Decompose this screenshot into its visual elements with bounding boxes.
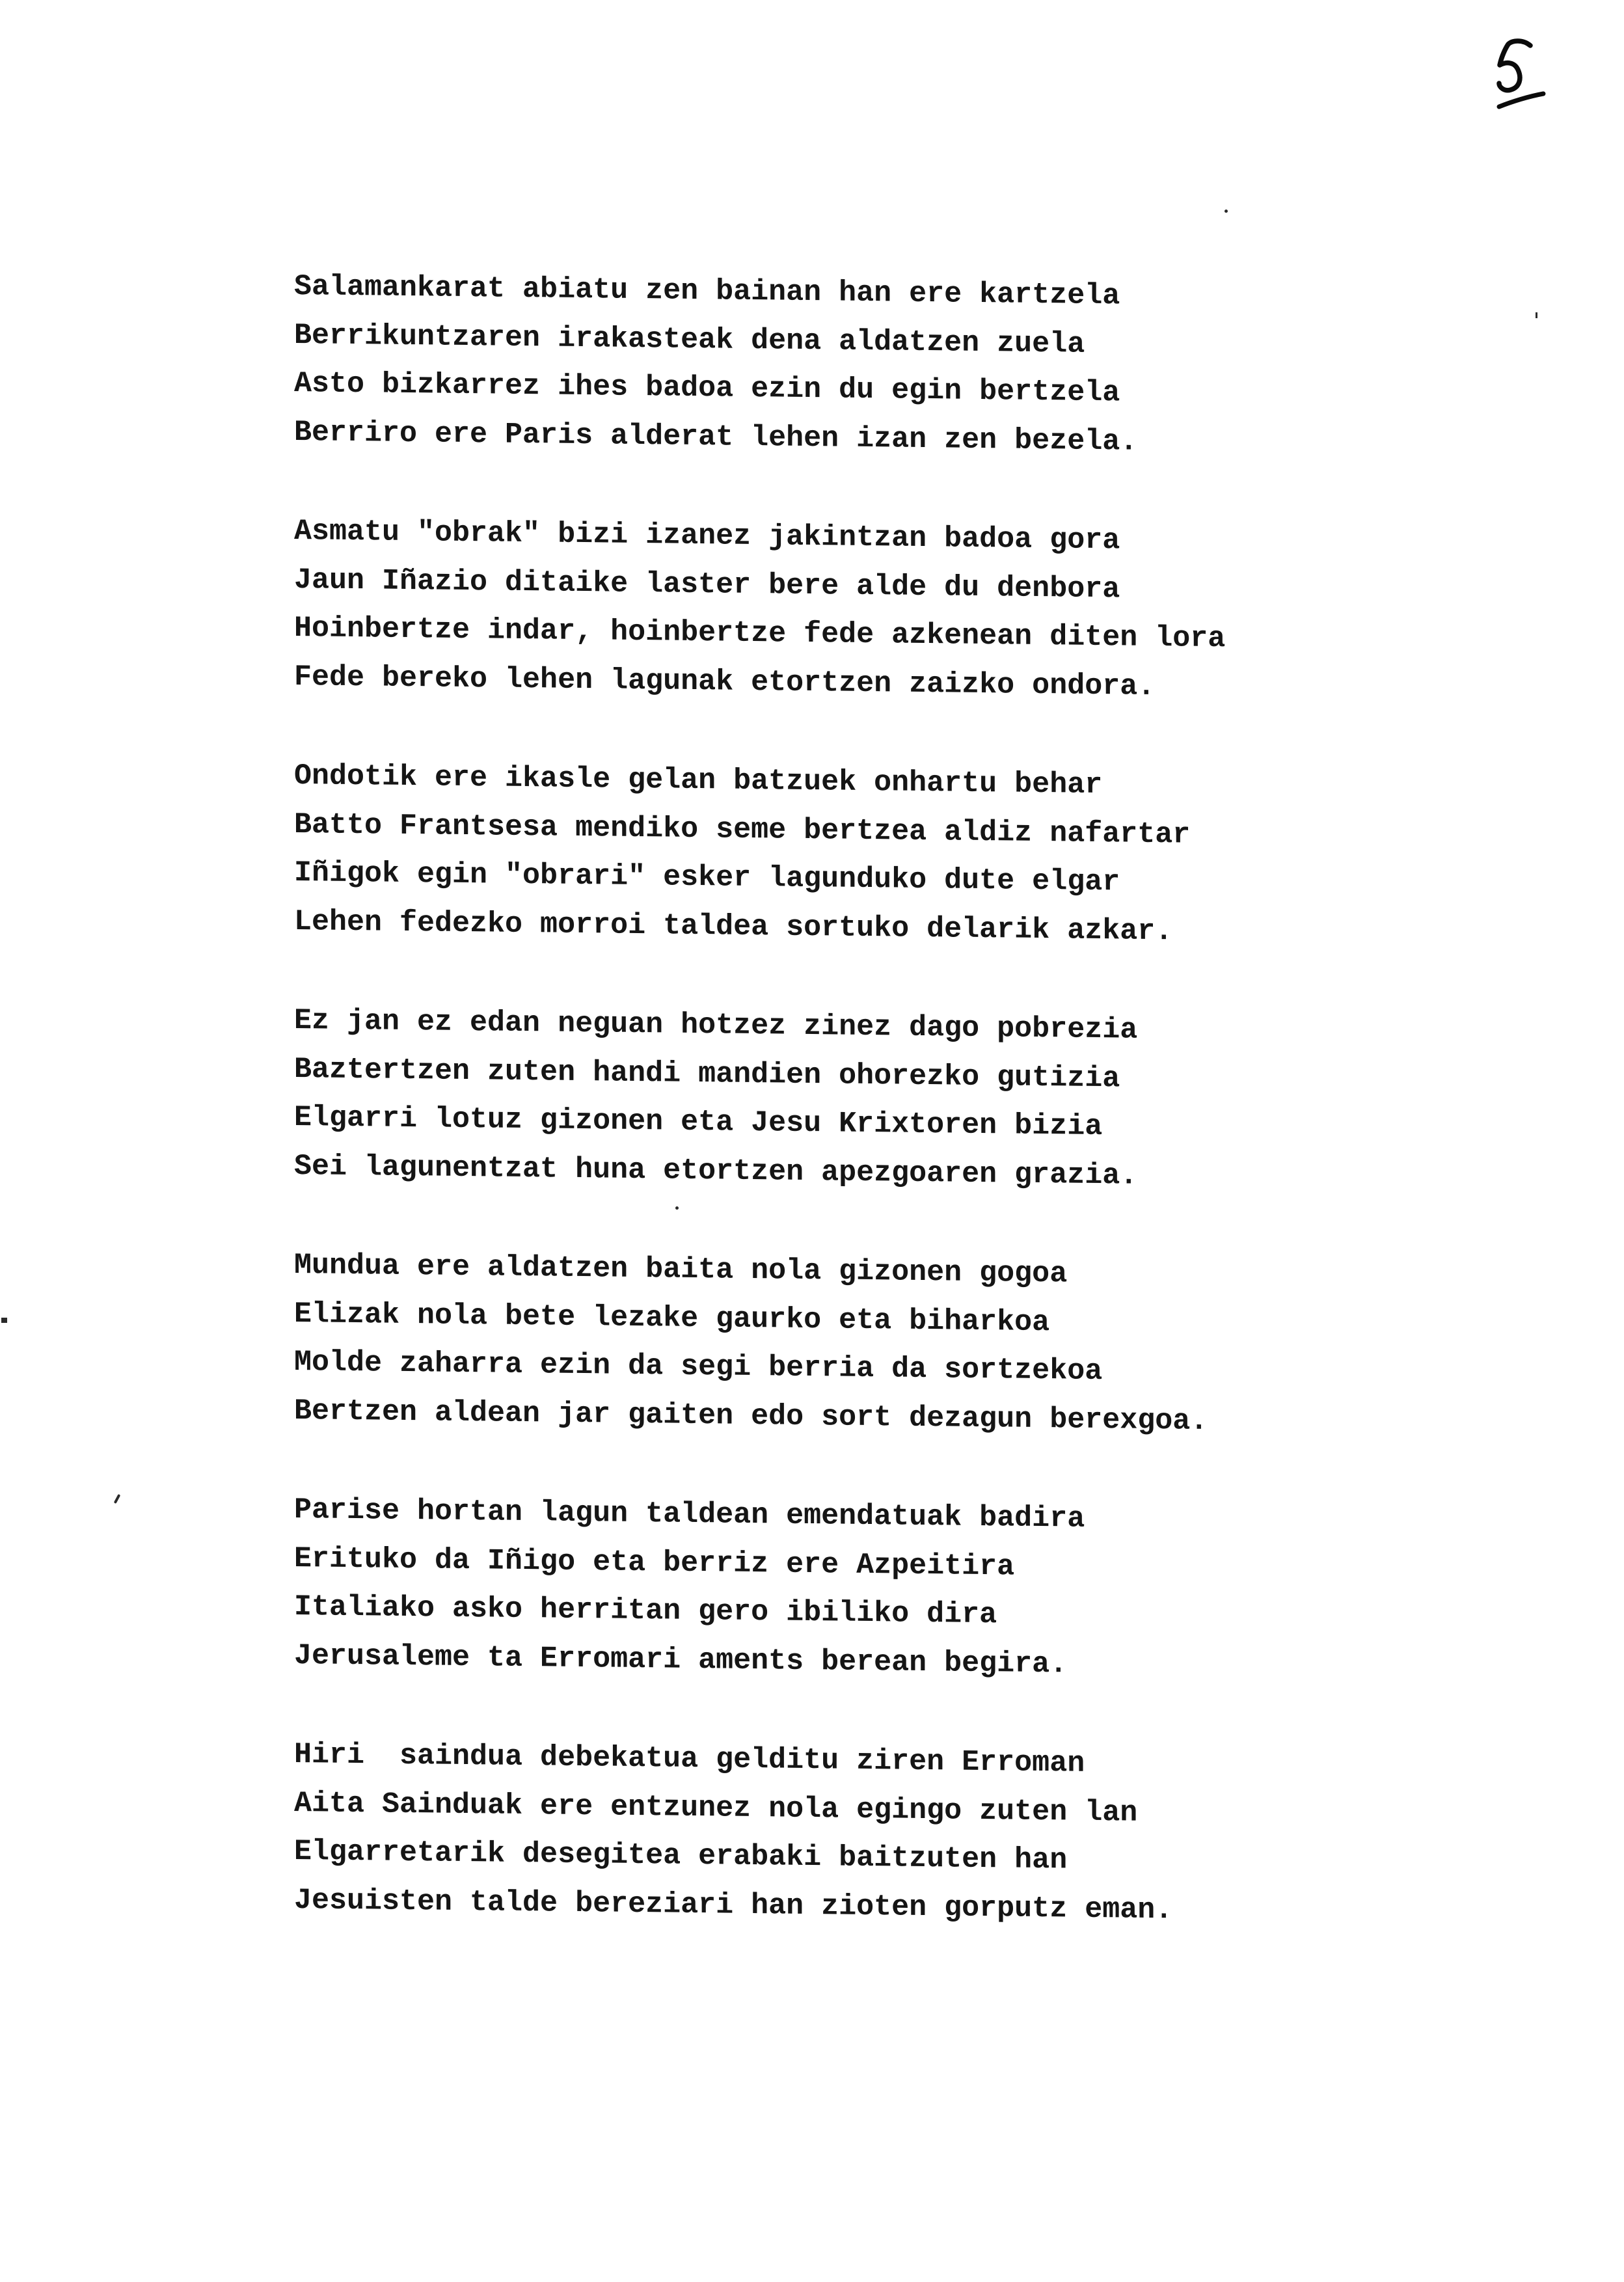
- stanza: [294, 997, 1225, 1201]
- poem-line: Berrikuntzaren irakasteak dena aldatzen zuela: [294, 318, 1085, 361]
- poem-line: Sei lagunentzat huna etortzen apezgoaren grazia.: [294, 1149, 1138, 1193]
- poem-line: Bertzen aldean jar gaiten edo sort dezagun berexgoa.: [294, 1394, 1208, 1438]
- poem-line: Iñigok egin "obrari" esker lagunduko dute elgar: [294, 856, 1120, 899]
- poem-line: Parise hortan lagun taldean emendatuak badira: [294, 1493, 1085, 1536]
- poem-line: Hoinbertze indar, hoinbertze fede azkenean diten lora: [294, 612, 1226, 656]
- poem-text: [294, 263, 1225, 1986]
- scan-speck: [1, 1318, 7, 1323]
- poem-line: Ez jan ez edan neguan hotzez zinez dago pobrezia: [294, 1004, 1138, 1047]
- poem-line: Jerusaleme ta Erromari aments berean begira.: [294, 1638, 1068, 1681]
- stanza: [294, 1731, 1225, 1935]
- poem-line: Ondotik ere ikasle gelan batzuek onhartu behar: [294, 759, 1103, 802]
- stanza: [294, 508, 1225, 712]
- poem-line: Elgarretarik desegitea erabaki baitzuten han: [294, 1835, 1068, 1877]
- poem-line: Hiri saindua debekatua gelditu ziren Erroman: [294, 1738, 1085, 1780]
- poem-line: Italiako asko herritan gero ibiliko dira: [294, 1590, 997, 1632]
- poem-line: Molde zaharra ezin da segi berria da sortzekoa: [294, 1346, 1103, 1389]
- poem-line: Batto Frantsesa mendiko seme bertzea aldiz nafartar: [294, 808, 1191, 852]
- handwritten-page-number: [1491, 34, 1554, 116]
- poem-line: Salamankarat abiatu zen bainan han ere kartzela: [294, 270, 1120, 313]
- poem-line: Elgarri lotuz gizonen eta Jesu Krixtoren bizia: [294, 1101, 1103, 1144]
- poem-line: Asmatu "obrak" bizi izanez jakintzan badoa gora: [294, 515, 1120, 558]
- stanza: [294, 1242, 1225, 1446]
- scan-speck: [114, 1494, 121, 1504]
- poem-line: Aita Sainduak ere entzunez nola egingo zuten lan: [294, 1786, 1138, 1830]
- poem-line: Erituko da Iñigo eta berriz ere Azpeitira: [294, 1542, 1015, 1584]
- poem-line: Jaun Iñazio ditaike laster bere alde du denbora: [294, 563, 1120, 606]
- poem-line: Fede bereko lehen lagunak etortzen zaizko ondora.: [294, 660, 1156, 703]
- poem-line: Berriro ere Paris alderat lehen izan zen bezela.: [294, 415, 1138, 459]
- scan-speck: [675, 1206, 679, 1210]
- poem-line: Jesuisten talde bereziari han zioten gorputz eman.: [294, 1883, 1173, 1927]
- stanza: [294, 263, 1225, 467]
- stanza: [294, 752, 1225, 957]
- scan-speck: [1225, 210, 1228, 213]
- poem-line: Asto bizkarrez ihes badoa ezin du egin bertzela: [294, 367, 1120, 410]
- stanza: [294, 1486, 1225, 1691]
- scan-speck: [1536, 312, 1537, 318]
- poem-line: Lehen fedezko morroi taldea sortuko delarik azkar.: [294, 904, 1173, 948]
- poem-line: Elizak nola bete lezake gaurko eta biharkoa: [294, 1297, 1050, 1339]
- poem-line: Mundua ere aldatzen baita nola gizonen gogoa: [294, 1249, 1068, 1291]
- poem-line: Baztertzen zuten handi mandien ohorezko gutizia: [294, 1052, 1120, 1095]
